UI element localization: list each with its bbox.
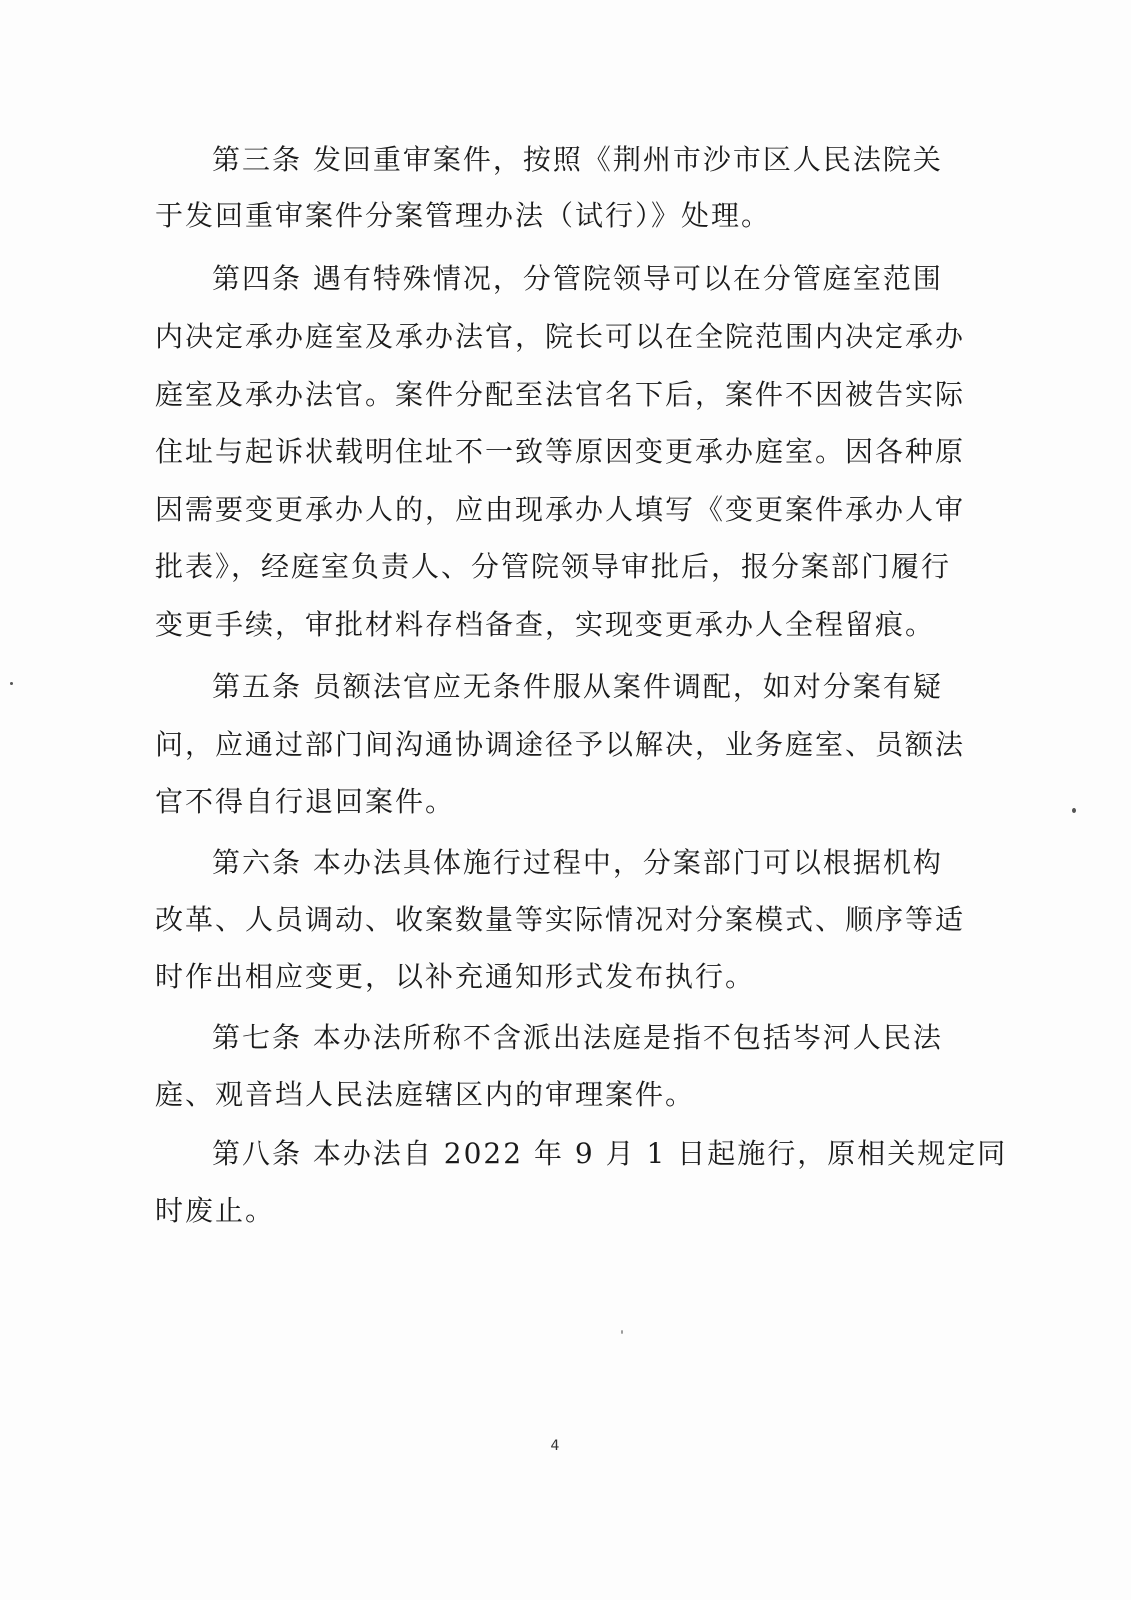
scan-speck (621, 1330, 623, 1334)
article-7-line-1: 第七条 本办法所称不含派出法庭是指不包括岑河人民法 (212, 1021, 943, 1054)
article-8-line-2: 时废止。 (155, 1194, 276, 1227)
article-7-line-2: 庭、观音垱人民法庭辖区内的审理案件。 (155, 1078, 696, 1111)
article-6-line-1: 第六条 本办法具体施行过程中，分案部门可以根据机构 (212, 846, 943, 879)
article-4-line-4: 住址与起诉状载明住址不一致等原因变更承办庭室。因各种原 (155, 435, 966, 468)
page-number: 4 (550, 1438, 560, 1454)
article-4-line-1: 第四条 遇有特殊情况，分管院领导可以在分管庭室范围 (212, 262, 943, 295)
article-3-line-2: 于发回重审案件分案管理办法（试行）》处理。 (155, 199, 772, 232)
article-8-line-1: 第八条 本办法自 2022 年 9 月 1 日起施行，原相关规定同 (212, 1137, 1008, 1170)
article-6-line-2: 改革、人员调动、收案数量等实际情况对分案模式、顺序等适 (155, 903, 966, 936)
article-4-line-7: 变更手续，审批材料存档备查，实现变更承办人全程留痕。 (155, 608, 936, 641)
article-5-line-3: 官不得自行退回案件。 (155, 785, 456, 818)
article-5-line-2: 问，应通过部门间沟通协调途径予以解决，业务庭室、员额法 (155, 728, 966, 761)
article-4-line-5: 因需要变更承办人的，应由现承办人填写《变更案件承办人审 (155, 493, 966, 526)
article-4-line-2: 内决定承办庭室及承办法官，院长可以在全院范围内决定承办 (155, 320, 966, 353)
scan-speck (1072, 808, 1076, 813)
article-5-line-1: 第五条 员额法官应无条件服从案件调配，如对分案有疑 (212, 670, 943, 703)
article-3-line-1: 第三条 发回重审案件，按照《荆州市沙市区人民法院关 (212, 143, 943, 176)
article-6-line-3: 时作出相应变更，以补充通知形式发布执行。 (155, 960, 756, 993)
article-4-line-6: 批表》，经庭室负责人、分管院领导审批后，报分案部门履行 (155, 550, 952, 583)
article-4-line-3: 庭室及承办法官。案件分配至法官名下后，案件不因被告实际 (155, 378, 966, 411)
scan-speck (10, 682, 13, 685)
